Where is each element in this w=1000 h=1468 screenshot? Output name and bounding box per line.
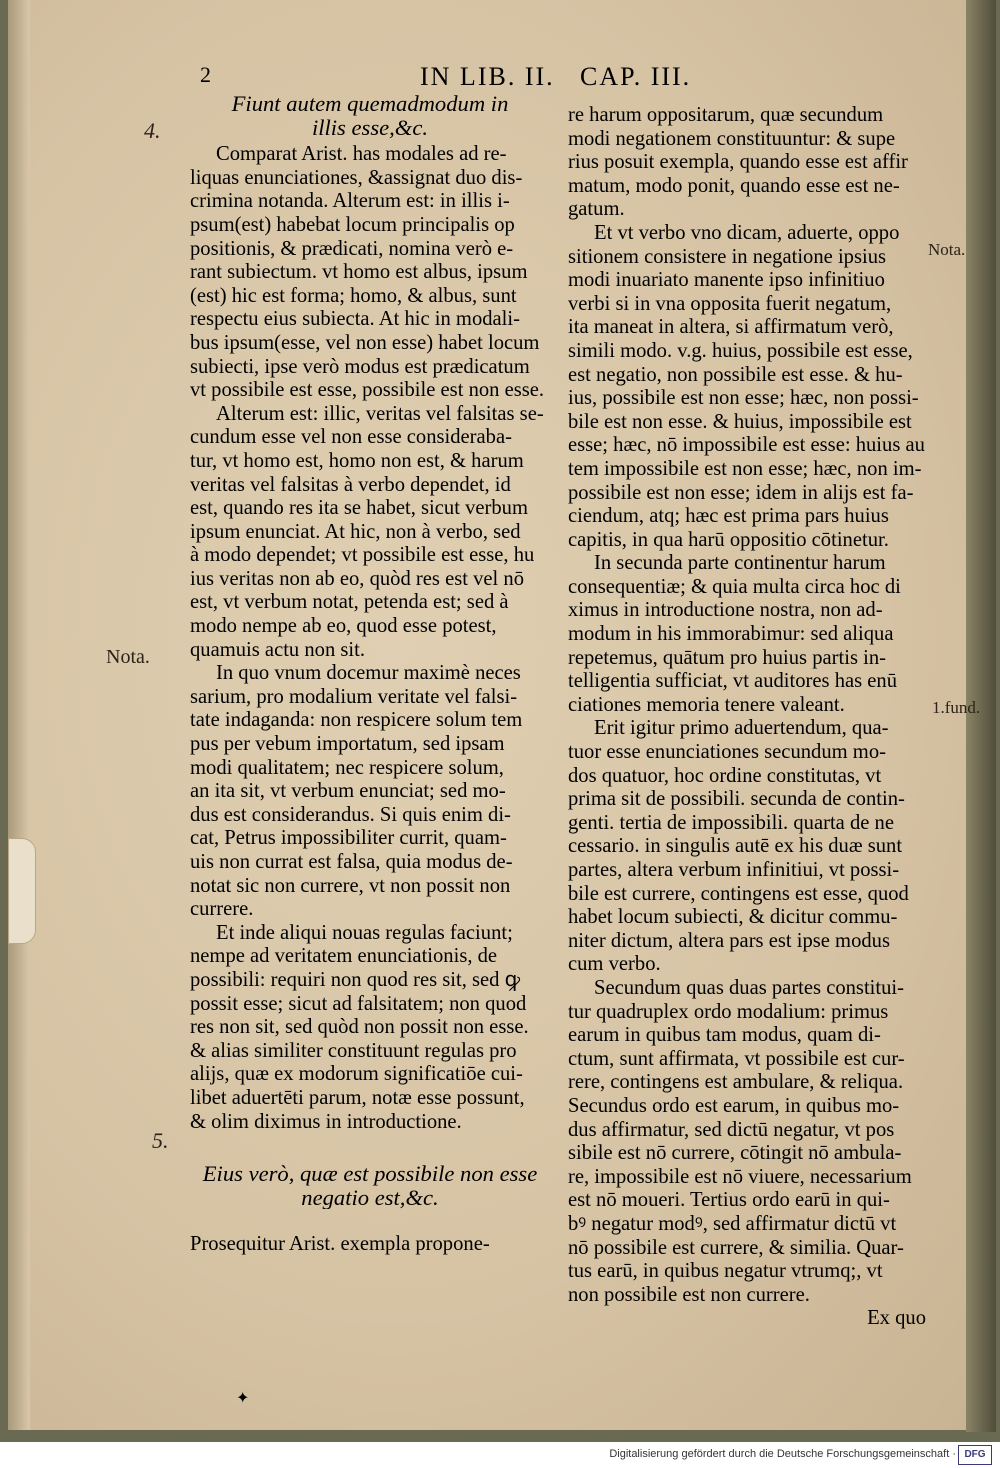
text-line: tur quadruplex ordo modalium: primus <box>568 1000 889 1023</box>
paragraph <box>190 922 550 1134</box>
text-line: liquas enunciationes, &assignat duo dis- <box>190 166 523 189</box>
text-line: notat sic non currere, vt non possit non <box>190 874 511 897</box>
text-line: negatio est,&c. <box>301 1185 439 1210</box>
text-line: modi qualitatem; nec respicere solum, <box>190 756 504 779</box>
text-line: Alterum est: illic, veritas vel falsitas se- <box>216 402 544 425</box>
text-line: Secundum quas duas partes constitui- <box>594 976 904 999</box>
text-line: psum(est) habebat locum principalis op <box>190 213 515 236</box>
text-line: rere, contingens est ambulare, & reliqua. <box>568 1071 904 1094</box>
text-line: tur, vt homo est, homo non est, & harum <box>190 449 524 472</box>
text-line: Prosequitur Arist. exempla propone- <box>190 1233 490 1256</box>
text-line: vt possibile est esse, possibile est non esse. <box>190 379 545 402</box>
text-line: habet locum subiecti, & dicitur commu- <box>568 906 898 929</box>
text-line: modi inuariato manente ipso infinitiuo <box>568 269 885 292</box>
text-line: bile est currere, contingens est esse, quod <box>568 882 909 905</box>
text-line: possibile est non esse; idem in alijs est fa- <box>568 481 914 504</box>
text-line: capitis, in qua harū oppositio cōtinetur. <box>568 528 889 551</box>
text-line: niter dictum, altera pars est ipse modus <box>568 929 890 952</box>
text-line: Et vt verbo vno dicam, aduerte, oppo <box>594 221 900 244</box>
text-line: tem impossibile est non esse; hæc, non im- <box>568 457 922 480</box>
margin-note-nota-left: Nota. <box>106 646 150 668</box>
text-line: & olim diximus in introductione. <box>190 1110 462 1133</box>
right-column <box>568 104 926 1331</box>
text-line: sarium, pro modalium veritate vel falsi- <box>190 685 518 708</box>
text-line: ciationes memoria tenere valeant. <box>568 693 845 716</box>
text-line: dos quatuor, hoc ordine constitutas, vt <box>568 764 882 787</box>
paragraph <box>568 104 926 222</box>
text-line: nempe ad veritatem enunciationis, de <box>190 945 498 968</box>
catchword: Ex quo <box>867 1307 926 1330</box>
text-line: Fiunt autem quemadmodum in <box>231 92 509 116</box>
ornament-mark: ✦ <box>236 1390 250 1407</box>
text-line: bꝰ negatur modꝰ, sed affirmatur dictū vt <box>568 1212 897 1235</box>
text-line: cundum esse vel non esse consideraba- <box>190 426 512 449</box>
text-line: uis non currat est falsa, quia modus de- <box>190 851 513 873</box>
text-line: pus per vebum importatum, sed ipsam <box>190 733 505 756</box>
text-line: gatum. <box>568 198 625 221</box>
text-line: ciendum, atq; hæc est prima pars huius <box>568 505 889 528</box>
text-line: Et inde aliqui nouas regulas faciunt; <box>216 921 513 944</box>
text-line: re harum oppositarum, quæ secundum <box>568 104 884 126</box>
text-line: modum in his immorabimur: sed aliqua <box>568 623 894 646</box>
footer-bar <box>0 1442 1000 1468</box>
text-line: ius, possibile est non esse; hæc, non possi- <box>568 387 919 410</box>
text-line: sibile est nō currere, cōtingit nō ambula- <box>568 1142 902 1165</box>
text-line: cum verbo. <box>568 953 661 976</box>
text-line: telligentia sufficiat, vt auditores has enū <box>568 670 898 693</box>
text-line: possibili: requiri non quod res sit, sed ꝙ <box>190 968 521 991</box>
footer-credit: Digitalisierung gefördert durch die Deutsche Forschungsgemeinschaft · <box>609 1448 956 1460</box>
text-line: repetemus, quātum pro huius partis in- <box>568 646 886 669</box>
text-line: modo nempe ab eo, quod esse potest, <box>190 615 497 638</box>
margin-note-nota-right: Nota. <box>928 240 966 259</box>
text-line: est, quando res ita se habet, sicut verbum <box>190 497 528 520</box>
text-line: rant subiectum. vt homo est albus, ipsum <box>190 261 528 284</box>
paragraph <box>568 552 926 717</box>
text-line: & alias similiter constituunt regulas pro <box>190 1039 517 1062</box>
text-line: possit esse; sicut ad falsitatem; non quod <box>190 992 527 1015</box>
text-line: Erit igitur primo aduertendum, qua- <box>594 717 889 740</box>
text-line: est, vt verbum notat, petenda est; sed à <box>190 591 509 614</box>
text-line: ctum, sunt affirmata, vt possibile est cur- <box>568 1047 905 1070</box>
text-line: partes, altera verbum infinitiui, vt possi- <box>568 859 900 881</box>
text-line: In quo vnum docemur maximè neces <box>216 662 521 685</box>
text-line: positionis, & prædicati, nomina verò e- <box>190 237 514 260</box>
running-header <box>200 62 920 92</box>
page-tab <box>8 838 36 944</box>
text-line: bus ipsum(esse, vel non esse) habet locum <box>190 331 540 354</box>
text-line: nō possibile est currere, & similia. Quar- <box>568 1236 904 1259</box>
text-line: alijs, quæ ex modorum significatiōe cui- <box>190 1063 523 1086</box>
header-title: IN LIB. II. <box>420 62 555 91</box>
left-column <box>190 92 550 1257</box>
text-line: an ita sit, vt verbum enunciat; sed mo- <box>190 780 506 803</box>
text-line: ita maneat in altera, si affirmatum verò, <box>568 316 894 339</box>
text-line: est nō moueri. Tertius ordo earū in qui- <box>568 1189 890 1212</box>
text-line: crimina notanda. Alterum est: in illis i- <box>190 190 510 213</box>
text-line: rius posuit exempla, quando esse est affir <box>568 151 908 174</box>
text-line: cat, Petrus impossibiliter currit, quam- <box>190 827 507 850</box>
paragraph <box>190 143 550 403</box>
paragraph <box>190 662 550 922</box>
text-line: esse; hæc, nō impossibile est esse: huius au <box>568 434 925 457</box>
text-line: matum, modo ponit, quando esse est ne- <box>568 174 900 197</box>
text-line: Secundus ordo est earum, in quibus mo- <box>568 1094 900 1117</box>
margin-note-fund: 1.fund. <box>932 698 981 717</box>
text-line: respectu eius subiecta. At hic in modali- <box>190 308 520 331</box>
text-line: à modo dependet; vt possibile est esse, hu <box>190 544 535 567</box>
text-line: ximus in introductione nostra, non ad- <box>568 599 883 622</box>
text-line: prima sit de possibili. secunda de contin- <box>568 788 905 811</box>
margin-number-5: 5. <box>152 1128 169 1153</box>
paragraph <box>568 222 926 552</box>
text-line: dus est considerandus. Si quis enim di- <box>190 803 511 826</box>
text-line: modi negationem constituuntur: & supe <box>568 127 896 150</box>
text-line: libet aduertēti parum, notæ esse possunt, <box>190 1086 525 1109</box>
header-chapter: CAP. III. <box>580 62 692 91</box>
text-line: res non sit, sed quòd non possit non esse. <box>190 1016 529 1039</box>
page-gutter <box>8 0 30 1430</box>
text-line: non possibile est non currere. <box>568 1283 810 1306</box>
text-line: verbi si in vna opposita fuerit negatum, <box>568 292 892 315</box>
dfg-logo: DFG <box>958 1445 992 1465</box>
text-line: dus affirmatur, sed dictū negatur, vt pos <box>568 1118 895 1141</box>
text-line: In secunda parte continentur harum <box>594 552 886 575</box>
paragraph <box>568 717 926 977</box>
text-line: cessario. in singulis autē ex his duæ sunt <box>568 835 903 858</box>
text-line: illis esse,&c. <box>311 115 429 140</box>
text-line: tus earū, in quibus negatur vtrumq;, vt <box>568 1260 883 1283</box>
text-line: re, impossibile est nō viuere, necessarium <box>568 1165 912 1188</box>
text-line: Eius verò, quæ est possibile non esse <box>202 1162 538 1186</box>
text-line: veritas vel falsitas à verbo dependet, id <box>190 473 511 496</box>
text-line: est negatio, non possibile est esse. & hu- <box>568 363 903 386</box>
paragraph <box>568 977 926 1307</box>
text-line: quamuis actu non sit. <box>190 638 366 661</box>
text-line: earum in quibus tam modus, quam di- <box>568 1024 881 1047</box>
text-line: ius veritas non ab eo, quòd res est vel nō <box>190 567 525 590</box>
text-line: sitionem consistere in negatione ipsius <box>568 245 887 268</box>
text-line: consequentiæ; & quia multa circa hoc di <box>568 575 901 598</box>
text-line: bile est non esse. & huius, impossibile est <box>568 410 912 433</box>
text-line: tate indaganda: non respicere solum tem <box>190 709 523 732</box>
text-line: currere. <box>190 898 254 921</box>
text-line: subiecti, ipse verò modus est prædicatum <box>190 355 530 378</box>
lemma-heading <box>190 92 550 139</box>
text-line: simili modo. v.g. huius, possibile est esse, <box>568 339 913 362</box>
folio-number: 2 <box>200 62 213 87</box>
text-line: tuor esse enunciationes secundum mo- <box>568 741 886 764</box>
text-line: ipsum enunciat. At hic, non à verbo, sed <box>190 520 521 543</box>
paragraph <box>190 1233 550 1257</box>
text-line: (est) hic est forma; homo, & albus, sunt <box>190 284 517 307</box>
margin-number-4: 4. <box>144 118 161 143</box>
lemma-heading <box>190 1162 550 1209</box>
text-line: genti. tertia de impossibili. quarta de ne <box>568 811 894 834</box>
paragraph <box>190 403 550 663</box>
text-line: Comparat Arist. has modales ad re- <box>216 143 507 166</box>
